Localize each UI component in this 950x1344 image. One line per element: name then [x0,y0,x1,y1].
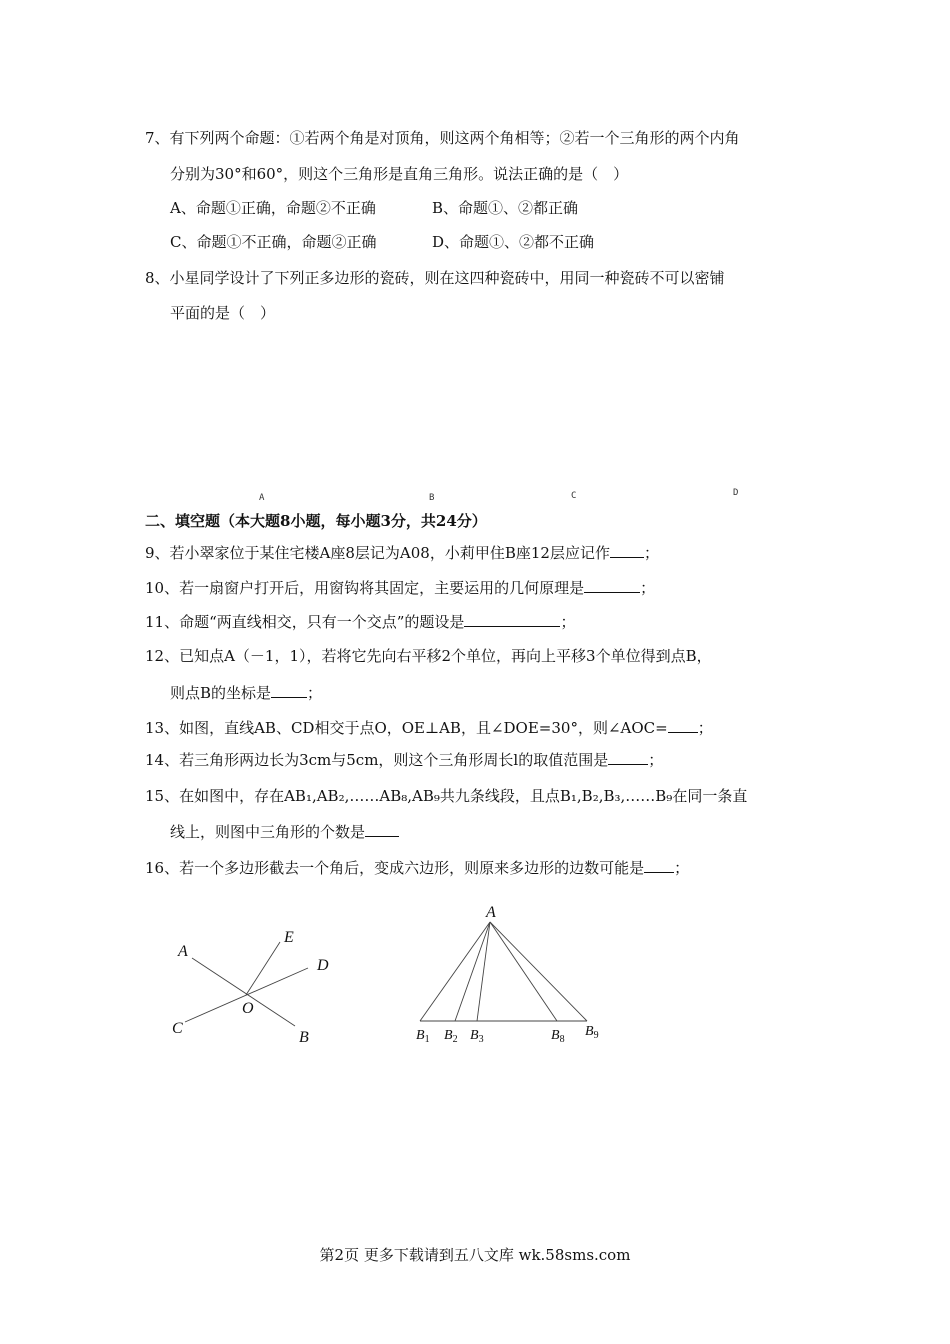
label-b: B [299,1029,309,1046]
label-b2: $B_2$ [444,1028,458,1045]
q7-option-a: A、命题①正确，命题②不正确 [170,199,376,217]
label-b9: $B_9$ [585,1024,599,1041]
label-c: C [172,1020,183,1037]
q7-option-c: C、命题①不正确，命题②正确 [170,233,377,251]
q8-tile-label-a: A [259,493,265,503]
q7-line1: 7、有下列两个命题：①若两个角是对顶角，则这两个角相等；②若一个三角形的两个内角 [145,129,740,147]
ray-oe [246,942,280,995]
label-e: E [284,929,294,946]
section2-heading: 二、填空题（本大题8小题，每小题3分，共24分） [145,512,487,530]
q12-line2: 则点B的坐标是 ； [170,684,323,702]
q8-line1: 8、小星同学设计了下列正多边形的瓷砖，则在这四种瓷砖中，用同一种瓷砖不可以密铺 [145,269,725,287]
segment-ab2 [455,922,490,1021]
label-b3: $B_3$ [470,1028,484,1045]
q8-tile-label-b: B [429,493,435,503]
page-footer: 第2页 更多下载请到五八文库 wk.58sms.com [319,1246,631,1264]
q12-line1: 12、已知点A（－1，1），若将它先向右平移2个单位，再向上平移3个单位得到点B， [145,647,712,665]
q8-tile-label-c: C [571,491,577,501]
q8-tile-label-d: D [733,488,739,498]
figure-intersecting-lines [160,920,360,1060]
q15-line2: 线上，则图中三角形的个数是 [170,822,399,842]
q11: 11、命题“两直线相交，只有一个交点”的题设是 ； [145,613,576,631]
q13: 13、如图，直线AB、CD相交于点O，OE⊥AB，且∠DOE=30°，则∠AOC= ； [145,719,713,737]
label-apex-a: A [486,904,496,921]
q8-line2: 平面的是（ ） [170,304,276,322]
label-b1: $B_1$ [416,1028,430,1045]
q7-line2: 分别为30°和60°，则这个三角形是直角三角形。说法正确的是（ ） [170,165,629,183]
q7-option-b: B、命题①、②都正确 [432,199,579,217]
segment-ab9 [490,922,587,1021]
q7-option-d: D、命题①、②都不正确 [432,233,595,251]
label-a: A [178,943,188,960]
label-d: D [317,957,329,974]
q14: 14、若三角形两边长为3cm与5cm，则这个三角形周长l的取值范围是 ； [145,751,664,769]
label-o: O [242,1000,254,1017]
segment-ab8 [490,922,557,1021]
label-b8: $B_8$ [551,1028,565,1045]
q15-line1: 15、在如图中，存在AB₁,AB₂,……AB₈,AB₉共九条线段，且点B₁,B₂,B₃,……B₉在同一条直 [145,787,748,805]
figure-triangle-segments [405,895,615,1055]
q10: 10、若一扇窗户打开后，用窗钩将其固定，主要运用的几何原理是 ； [145,579,656,597]
segment-ab1 [420,922,490,1021]
q9: 9、若小翠家位于某住宅楼A座8层记为A08，小莉甲住B座12层应记作 ； [145,544,659,562]
q16: 16、若一个多边形截去一个角后，变成六边形，则原来多边形的边数可能是 ； [145,859,690,877]
